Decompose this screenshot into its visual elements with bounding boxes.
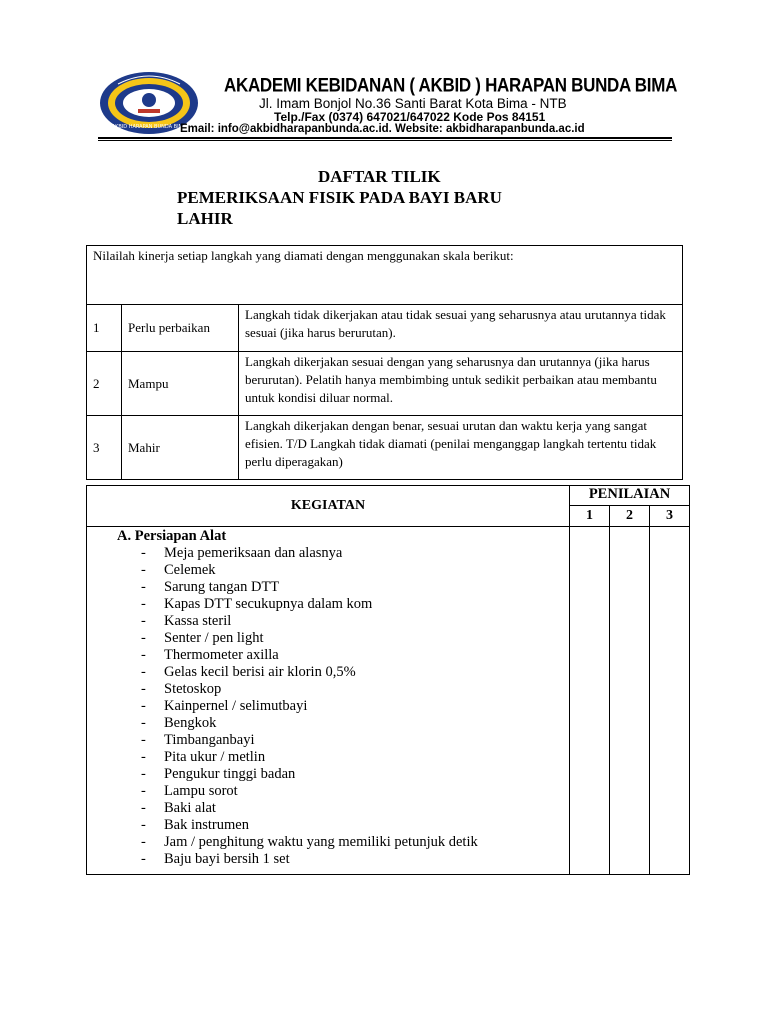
scale-description: Langkah dikerjakan dengan benar, sesuai urutan dan waktu kerja yang sangat efisien. T/D Langkah tidak diamati (penilai menganggap langkah tertentu tidak perlu diperagakan) [239,416,683,480]
list-item-text: Bak instrumen [164,817,249,833]
list-item [117,817,569,834]
letterhead-rule [98,137,672,139]
institution-phone: Telp./Fax (0374) 647021/647022 Kode Pos 84151 [274,110,546,124]
list-item-text: Stetoskop [164,681,222,697]
bullet-dash: - [141,647,146,663]
list-item-text: Jam / penghitung waktu yang memiliki petunjuk detik [164,834,478,850]
bullet-dash: - [141,800,146,816]
list-item-text: Kapas DTT secukupnya dalam kom [164,596,373,612]
scale-intro: Nilailah kinerja setiap langkah yang diamati dengan menggunakan skala berikut: [87,246,683,305]
logo-text: AKBID HARAPAN BUNDA BIMA [111,124,187,130]
bullet-dash: - [141,664,146,680]
rating-scale-table [86,245,683,480]
score-cell-1[interactable] [570,527,610,875]
list-item-text: Senter / pen light [164,630,264,646]
bullet-dash: - [141,562,146,578]
list-item [117,698,569,715]
bullet-dash: - [141,596,146,612]
section-persiapan-alat [87,527,570,875]
bullet-dash: - [141,851,146,867]
scale-number: 1 [87,305,122,352]
list-item [117,834,569,851]
bullet-dash: - [141,715,146,731]
score-header-3: 3 [650,506,690,527]
section-title: A. Persiapan Alat [117,528,227,544]
title-line-3: LAHIR [177,209,233,228]
list-item [117,664,569,681]
title-line-1: DAFTAR TILIK [318,167,441,186]
list-item [117,613,569,630]
list-item [117,647,569,664]
bullet-dash: - [141,817,146,833]
title-line-2: PEMERIKSAAN FISIK PADA BAYI BARU [177,188,502,207]
scale-row [87,416,683,480]
list-item [117,800,569,817]
institution-email: Email: info@akbidharapanbunda.ac.id. Website: akbidharapanbunda.ac.id [180,123,585,135]
bullet-dash: - [141,613,146,629]
list-item-text: Pengukur tinggi badan [164,766,296,782]
list-item-text: Lampu sorot [164,783,238,799]
bullet-dash: - [141,732,146,748]
institution-name: AKADEMI KEBIDANAN ( AKBID ) HARAPAN BUNDA BIMA [224,74,678,96]
scale-description: Langkah dikerjakan sesuai dengan yang seharusnya dan urutannya (jika harus berurutan). Pelatih hanya membimbing untuk sedikit perbaikan atau membantu untuk kondisi diluar normal. [239,352,683,416]
list-item-text: Gelas kecil berisi air klorin 0,5% [164,664,356,680]
list-item [117,596,569,613]
scale-row [87,305,683,352]
scale-row [87,352,683,416]
list-item [117,545,569,562]
list-item [117,732,569,749]
list-item-text: Sarung tangan DTT [164,579,280,595]
list-item-text: Baki alat [164,800,216,816]
list-item [117,579,569,596]
score-header-2: 2 [610,506,650,527]
list-item-text: Thermometer axilla [164,647,279,663]
list-item [117,766,569,783]
bullet-dash: - [141,766,146,782]
bullet-dash: - [141,834,146,850]
activity-checklist-table [86,485,690,875]
score-cell-2[interactable] [610,527,650,875]
list-item-text: Timbanganbayi [164,732,255,748]
bullet-dash: - [141,681,146,697]
list-item-text: Celemek [164,562,216,578]
list-item-text: Kainpernel / selimutbayi [164,698,308,714]
bullet-dash: - [141,579,146,595]
list-item [117,715,569,732]
list-item-text: Pita ukur / metlin [164,749,266,765]
institution-address: Jl. Imam Bonjol No.36 Santi Barat Kota Bima - NTB [259,96,567,111]
scale-label: Mampu [122,352,239,416]
score-header-1: 1 [570,506,610,527]
bullet-dash: - [141,698,146,714]
list-item [117,630,569,647]
list-item-text: Kassa steril [164,613,232,629]
list-item-text: Baju bayi bersih 1 set [164,851,290,867]
list-item [117,749,569,766]
scale-label: Perlu perbaikan [122,305,239,352]
equipment-list [117,545,569,868]
letterhead [94,70,678,140]
scale-label: Mahir [122,416,239,480]
scale-number: 3 [87,416,122,480]
bullet-dash: - [141,783,146,799]
letterhead-rule-thin [98,140,672,141]
list-item [117,681,569,698]
list-item [117,562,569,579]
bullet-dash: - [141,545,146,561]
column-header-penilaian: PENILAIAN [570,486,690,506]
bullet-dash: - [141,630,146,646]
list-item [117,783,569,800]
list-item-text: Bengkok [164,715,217,731]
list-item [117,851,569,868]
list-item-text: Meja pemeriksaan dan alasnya [164,545,343,561]
scale-description: Langkah tidak dikerjakan atau tidak sesuai yang seharusnya atau urutannya tidak sesuai (jika harus berurutan). [239,305,683,352]
score-cell-3[interactable] [650,527,690,875]
bullet-dash: - [141,749,146,765]
document-title [177,166,502,229]
scale-number: 2 [87,352,122,416]
column-header-kegiatan: KEGIATAN [87,486,570,527]
